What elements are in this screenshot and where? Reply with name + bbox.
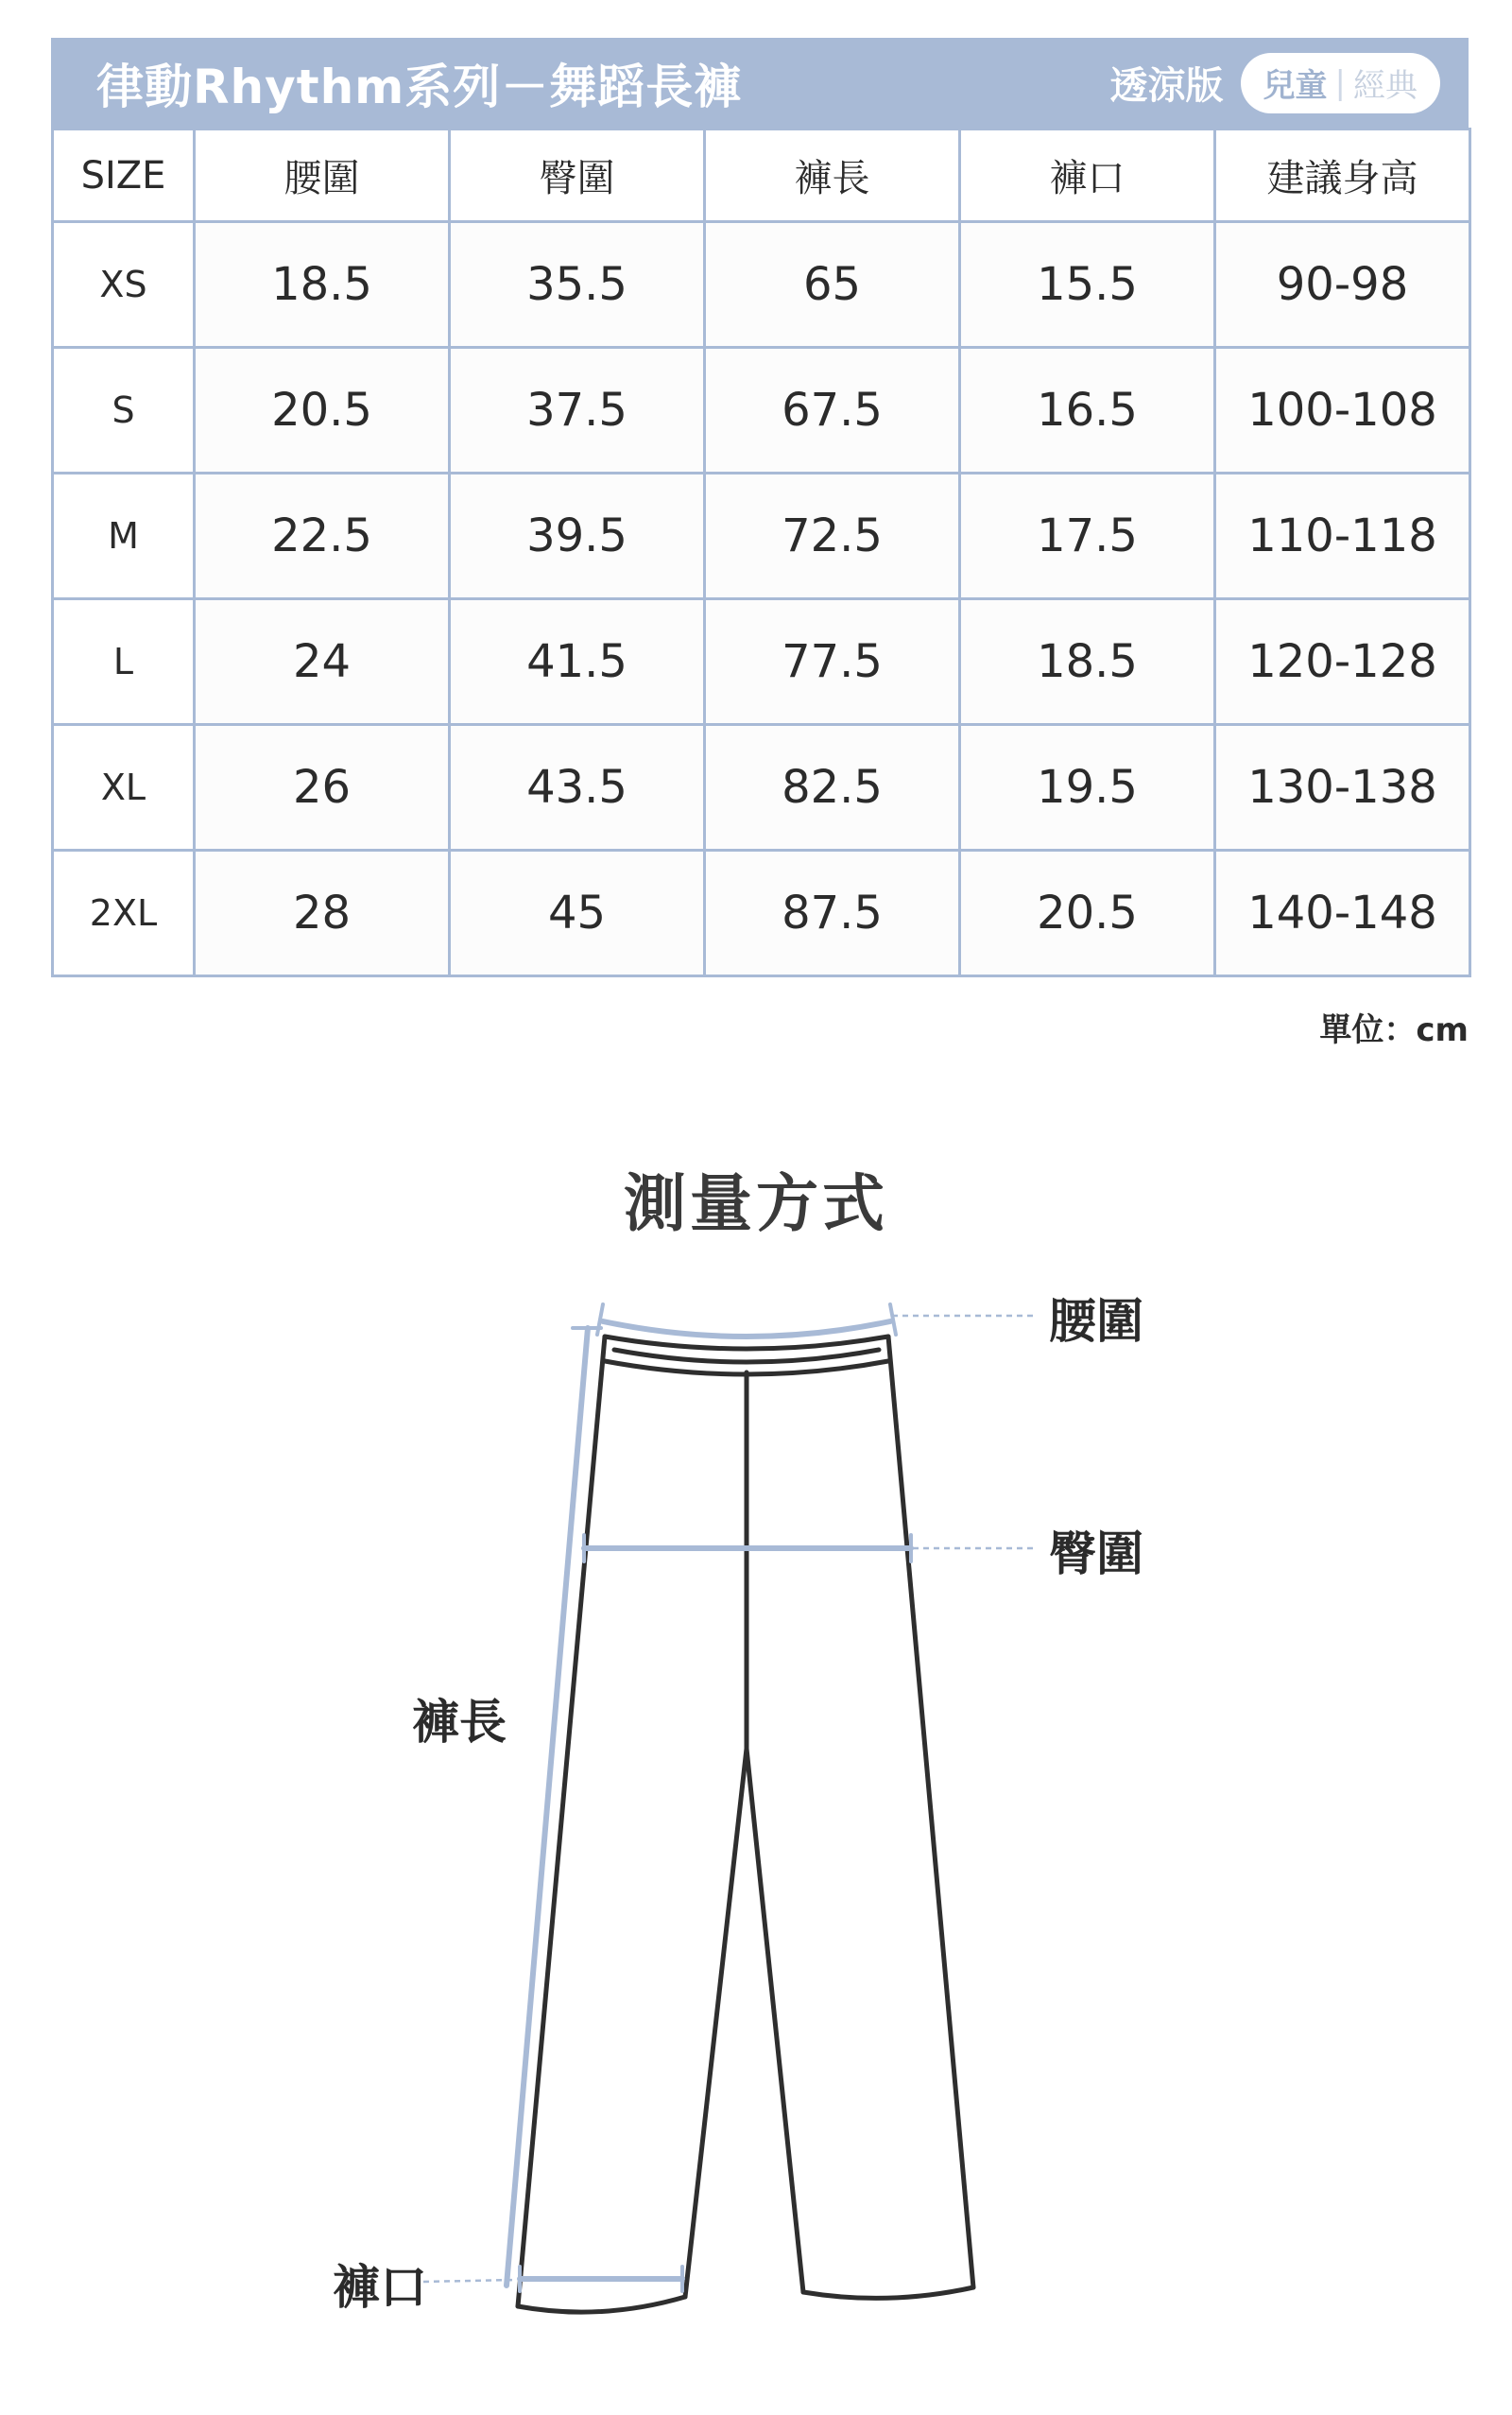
column-header: 臀圍 xyxy=(450,129,705,222)
table-cell: 18.5 xyxy=(195,222,450,348)
fabric-version-label: 透涼版 xyxy=(1109,64,1224,108)
column-header: 褲口 xyxy=(960,129,1215,222)
size-cell: M xyxy=(53,474,195,599)
table-cell: 140-148 xyxy=(1215,851,1470,976)
size-cell: 2XL xyxy=(53,851,195,976)
table-cell: 39.5 xyxy=(450,474,705,599)
table-cell: 19.5 xyxy=(960,725,1215,851)
table-cell: 100-108 xyxy=(1215,348,1470,474)
table-cell: 26 xyxy=(195,725,450,851)
size-cell: XS xyxy=(53,222,195,348)
column-header: 建議身高 xyxy=(1215,129,1470,222)
table-cell: 37.5 xyxy=(450,348,705,474)
table-cell: 17.5 xyxy=(960,474,1215,599)
length-label: 褲長 xyxy=(412,1695,507,1750)
column-header: 褲長 xyxy=(705,129,960,222)
measure-title: 測量方式 xyxy=(624,1167,888,1240)
column-header: 腰圍 xyxy=(195,129,450,222)
size-cell: XL xyxy=(53,725,195,851)
unit-note: 單位：cm xyxy=(1319,1011,1469,1049)
table-cell: 65 xyxy=(705,222,960,348)
waist-measure-line xyxy=(603,1321,890,1337)
table-cell: 20.5 xyxy=(960,851,1215,976)
table-cell: 24 xyxy=(195,599,450,725)
chart-title: 律動Rhythm系列－舞蹈長褲 xyxy=(96,59,743,114)
table-cell: 82.5 xyxy=(705,725,960,851)
waist-label: 腰圍 xyxy=(1049,1294,1143,1349)
size-cell: S xyxy=(53,348,195,474)
table-cell: 20.5 xyxy=(195,348,450,474)
pants-outline xyxy=(518,1337,973,2312)
series-separator: | xyxy=(1334,63,1346,102)
leader-lines xyxy=(423,1316,1038,2282)
table-cell: 43.5 xyxy=(450,725,705,851)
table-cell: 77.5 xyxy=(705,599,960,725)
table-cell: 15.5 xyxy=(960,222,1215,348)
table-cell: 18.5 xyxy=(960,599,1215,725)
table-cell: 22.5 xyxy=(195,474,450,599)
table-cell: 120-128 xyxy=(1215,599,1470,725)
length-measure-line xyxy=(507,1328,588,2286)
hip-label: 臀圍 xyxy=(1049,1527,1143,1581)
hem-label: 褲口 xyxy=(333,2260,427,2315)
table-cell: 41.5 xyxy=(450,599,705,725)
series-option-kids[interactable]: 兒童 xyxy=(1263,67,1328,105)
table-cell: 72.5 xyxy=(705,474,960,599)
table-cell: 67.5 xyxy=(705,348,960,474)
measurement-lines xyxy=(507,1304,911,2291)
table-cell: 87.5 xyxy=(705,851,960,976)
table-cell: 90-98 xyxy=(1215,222,1470,348)
table-cell: 110-118 xyxy=(1215,474,1470,599)
table-cell: 16.5 xyxy=(960,348,1215,474)
column-header: SIZE xyxy=(53,129,195,222)
table-cell: 45 xyxy=(450,851,705,976)
series-option-classic[interactable]: 經典 xyxy=(1353,67,1418,105)
table-cell: 130-138 xyxy=(1215,725,1470,851)
size-cell: L xyxy=(53,599,195,725)
table-cell: 28 xyxy=(195,851,450,976)
table-cell: 35.5 xyxy=(450,222,705,348)
